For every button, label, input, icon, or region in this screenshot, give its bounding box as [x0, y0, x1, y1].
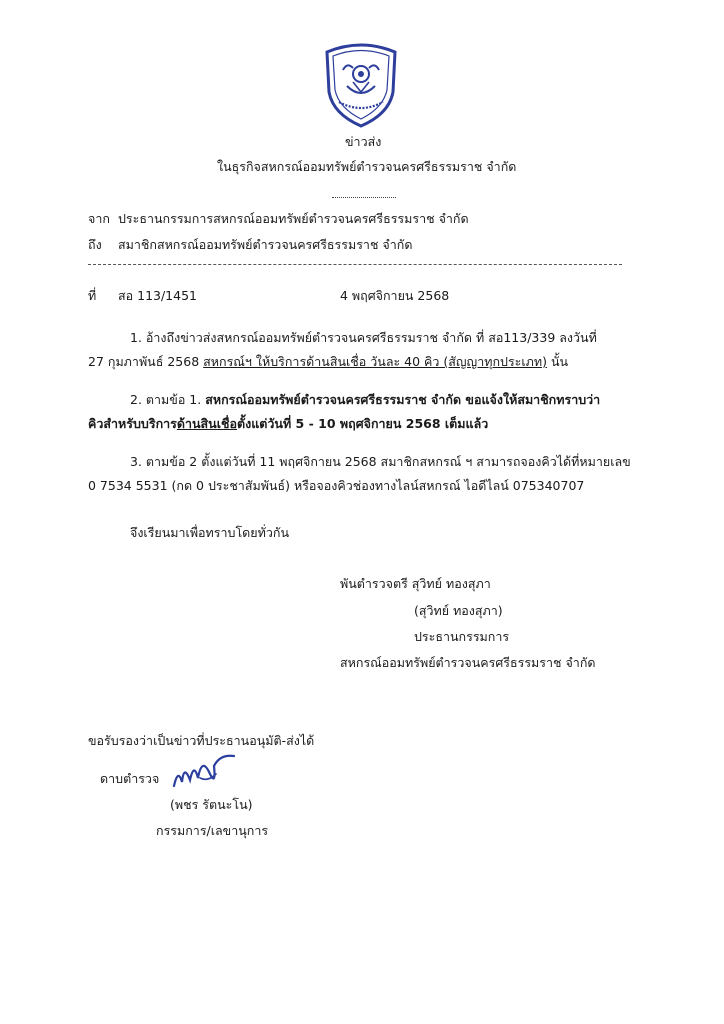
letter-title: ข่าวส่ง — [345, 134, 382, 149]
paragraph-1-date: 27 กุมภาพันธ์ 2568 — [88, 354, 204, 369]
paragraph-2-bold: สหกรณ์ออมทรัพย์ตำรวจนครศรีธรรมราช จำกัด ขอแจ้งให้สมาชิกทราบว่า — [205, 392, 601, 407]
paragraph-2-bold-3: ตั้งแต่วันที่ 5 - 10 พฤศจิกายน 2568 เต็มแล้ว — [237, 416, 489, 431]
paragraph-1-line-2 — [88, 350, 636, 374]
certifier-name: (พชร รัตนะโน) — [170, 797, 253, 812]
signatory-organization: สหกรณ์ออมทรัพย์ตำรวจนครศรีธรรมราช จำกัด — [340, 655, 596, 670]
to-label: ถึง — [88, 237, 102, 252]
paragraph-3-line-1: 3. ตามข้อ 2 ตั้งแต่วันที่ 11 พฤศจิกายน 2568 สมาชิกสหกรณ์ ฯ สามารถจองคิวได้ที่หมายเลข — [130, 454, 631, 469]
organization-line: ในธุรกิจสหกรณ์ออมทรัพย์ตำรวจนครศรีธรรมราช จำกัด — [217, 159, 517, 174]
certifier-position: กรรมการ/เลขานุการ — [156, 823, 269, 838]
cooperative-logo-emblem — [317, 40, 405, 128]
handwritten-signature — [170, 752, 238, 792]
paragraph-2-bold-2: คิวสำหรับบริการ — [88, 416, 177, 431]
from-value: ประธานกรรมการสหกรณ์ออมทรัพย์ตำรวจนครศรีธรรมราช จำกัด — [118, 211, 469, 226]
dotted-divider — [332, 197, 396, 198]
ref-date: 4 พฤศจิกายน 2568 — [340, 288, 450, 303]
ref-label: ที่ — [88, 288, 97, 303]
to-value: สมาชิกสหกรณ์ออมทรัพย์ตำรวจนครศรีธรรมราช จำกัด — [118, 237, 413, 252]
signatory-rank-name: พันตำรวจตรี สุวิทย์ ทองสุภา — [340, 576, 491, 591]
paragraph-2-line-2 — [88, 412, 636, 436]
paragraph-1 — [88, 326, 636, 374]
paragraph-1-end: นั้น — [547, 354, 569, 369]
certifier-rank: ดาบตำรวจ — [100, 771, 160, 786]
paragraph-1-underlined: สหกรณ์ฯ ให้บริการด้านสินเชื่อ วันละ 40 คิว (สัญญาทุกประเภท) — [203, 354, 548, 369]
paragraph-1-line-1: 1. อ้างถึงข่าวส่งสหกรณ์ออมทรัพย์ตำรวจนครศรีธรรมราช จำกัด ที่ สอ113/339 ลงวันที่ — [130, 330, 597, 345]
closing-text: จึงเรียนมาเพื่อทราบโดยทั่วกัน — [130, 525, 289, 540]
ref-number: สอ 113/1451 — [118, 288, 197, 303]
signatory-name: (สุวิทย์ ทองสุภา) — [414, 603, 503, 618]
signatory-position: ประธานกรรมการ — [414, 629, 510, 644]
paragraph-3 — [88, 450, 636, 498]
paragraph-2-underlined: ด้านสินเชื่อ — [176, 416, 237, 431]
paragraph-3-line-2: 0 7534 5531 (กด 0 ประชาสัมพันธ์) หรือจองคิวช่องทางไลน์สหกรณ์ ไอดีไลน์ 075340707 — [88, 478, 585, 493]
paragraph-2-lead: 2. ตามข้อ 1. — [130, 392, 206, 407]
paragraph-2-line-1 — [88, 388, 636, 412]
paragraph-2 — [88, 388, 636, 436]
from-label: จาก — [88, 211, 110, 226]
certification-statement: ขอรับรองว่าเป็นข่าวที่ประธานอนุมัติ-ส่งได้ — [88, 733, 315, 748]
dashed-divider — [88, 264, 622, 265]
